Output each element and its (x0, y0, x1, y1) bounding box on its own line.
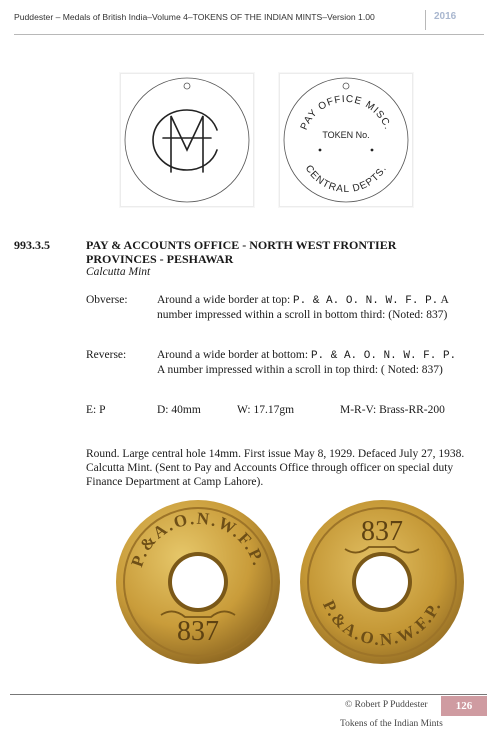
coin-reverse-legend: P.&A.O.N.W.F.P. (318, 597, 445, 650)
reverse-drawing (279, 73, 413, 207)
coin-obverse-photo (113, 497, 283, 667)
entry-title: PAY & ACCOUNTS OFFICE - NORTH WEST FRONTIER PROVINCES - PESHAWAR (86, 238, 397, 266)
obverse-legend: P. & A. O. N. W. F. P. (293, 295, 439, 307)
footer-copyright: © Robert P Puddester (345, 700, 428, 710)
reverse-description (157, 349, 457, 377)
coin-obverse-number: 837 (177, 616, 219, 647)
spec-edge: E: P (86, 404, 106, 416)
page-number: 126 (441, 696, 487, 716)
header-title: Puddester – Medals of British India–Volume 4–TOKENS OF THE INDIAN MINTS–Version 1.00 (14, 12, 375, 22)
reverse-text-pre: Around a wide border at bottom: (157, 349, 309, 361)
obverse-rim (125, 78, 249, 202)
footer-subtitle: Tokens of the Indian Mints (340, 719, 443, 729)
spec-weight: W: 17.17gm (237, 404, 295, 416)
reverse-dot-right (371, 149, 374, 152)
reverse-drawing-svg (280, 74, 412, 206)
header-divider (425, 10, 426, 30)
coin-reverse-hole (356, 556, 408, 608)
reverse-text-post: A number impressed within a scroll in top third: ( Noted: 837) (157, 363, 443, 376)
entry-mint: Calcutta Mint (86, 266, 151, 278)
coin-reverse-photo (297, 497, 467, 667)
header-year: 2016 (434, 11, 457, 22)
reverse-top-arc: PAY OFFICE MISC. (298, 93, 394, 132)
coin-obverse-legend: P.&A.O.N.W.F.P. (127, 508, 269, 570)
obverse-text-post: A number impressed within a scroll in bottom third: (Noted: 837) (157, 294, 449, 321)
coin-reverse-svg (297, 497, 467, 667)
obverse-drawing-svg (121, 74, 253, 206)
obverse-text-pre: Around a wide border at top: (157, 294, 291, 306)
reverse-rim (284, 78, 408, 202)
coin-reverse-number: 837 (361, 516, 403, 547)
reverse-inner-text: TOKEN No. (322, 130, 370, 140)
spec-diameter: D: 40mm (157, 404, 201, 416)
reverse-dot-left (319, 149, 322, 152)
reverse-bottom-arc: CENTRAL DEPTS. (302, 163, 390, 196)
reverse-hole (343, 83, 349, 89)
obverse-label: Obverse: (86, 294, 128, 306)
reverse-legend: P. & A. O. N. W. F. P. (310, 350, 457, 362)
entry-notes: Round. Large central hole 14mm. First issue May 8, 1929. Defaced July 27, 1938. Calcutta Mint. (Sent to Pay and Accounts Office through officer on special duty Finance Department at Camp Lahore). (86, 448, 465, 488)
coin-obverse-hole (172, 556, 224, 608)
obverse-description (157, 294, 457, 322)
spec-mrv: M-R-V: Brass-RR-200 (340, 404, 445, 416)
reverse-label: Reverse: (86, 349, 127, 361)
entry-number: 993.3.5 (14, 238, 50, 252)
monogram-mc (153, 110, 217, 172)
footer-divider (10, 694, 487, 695)
coin-obverse-svg (113, 497, 283, 667)
page-header (14, 8, 484, 35)
obverse-drawing (120, 73, 254, 207)
obverse-hole (184, 83, 190, 89)
